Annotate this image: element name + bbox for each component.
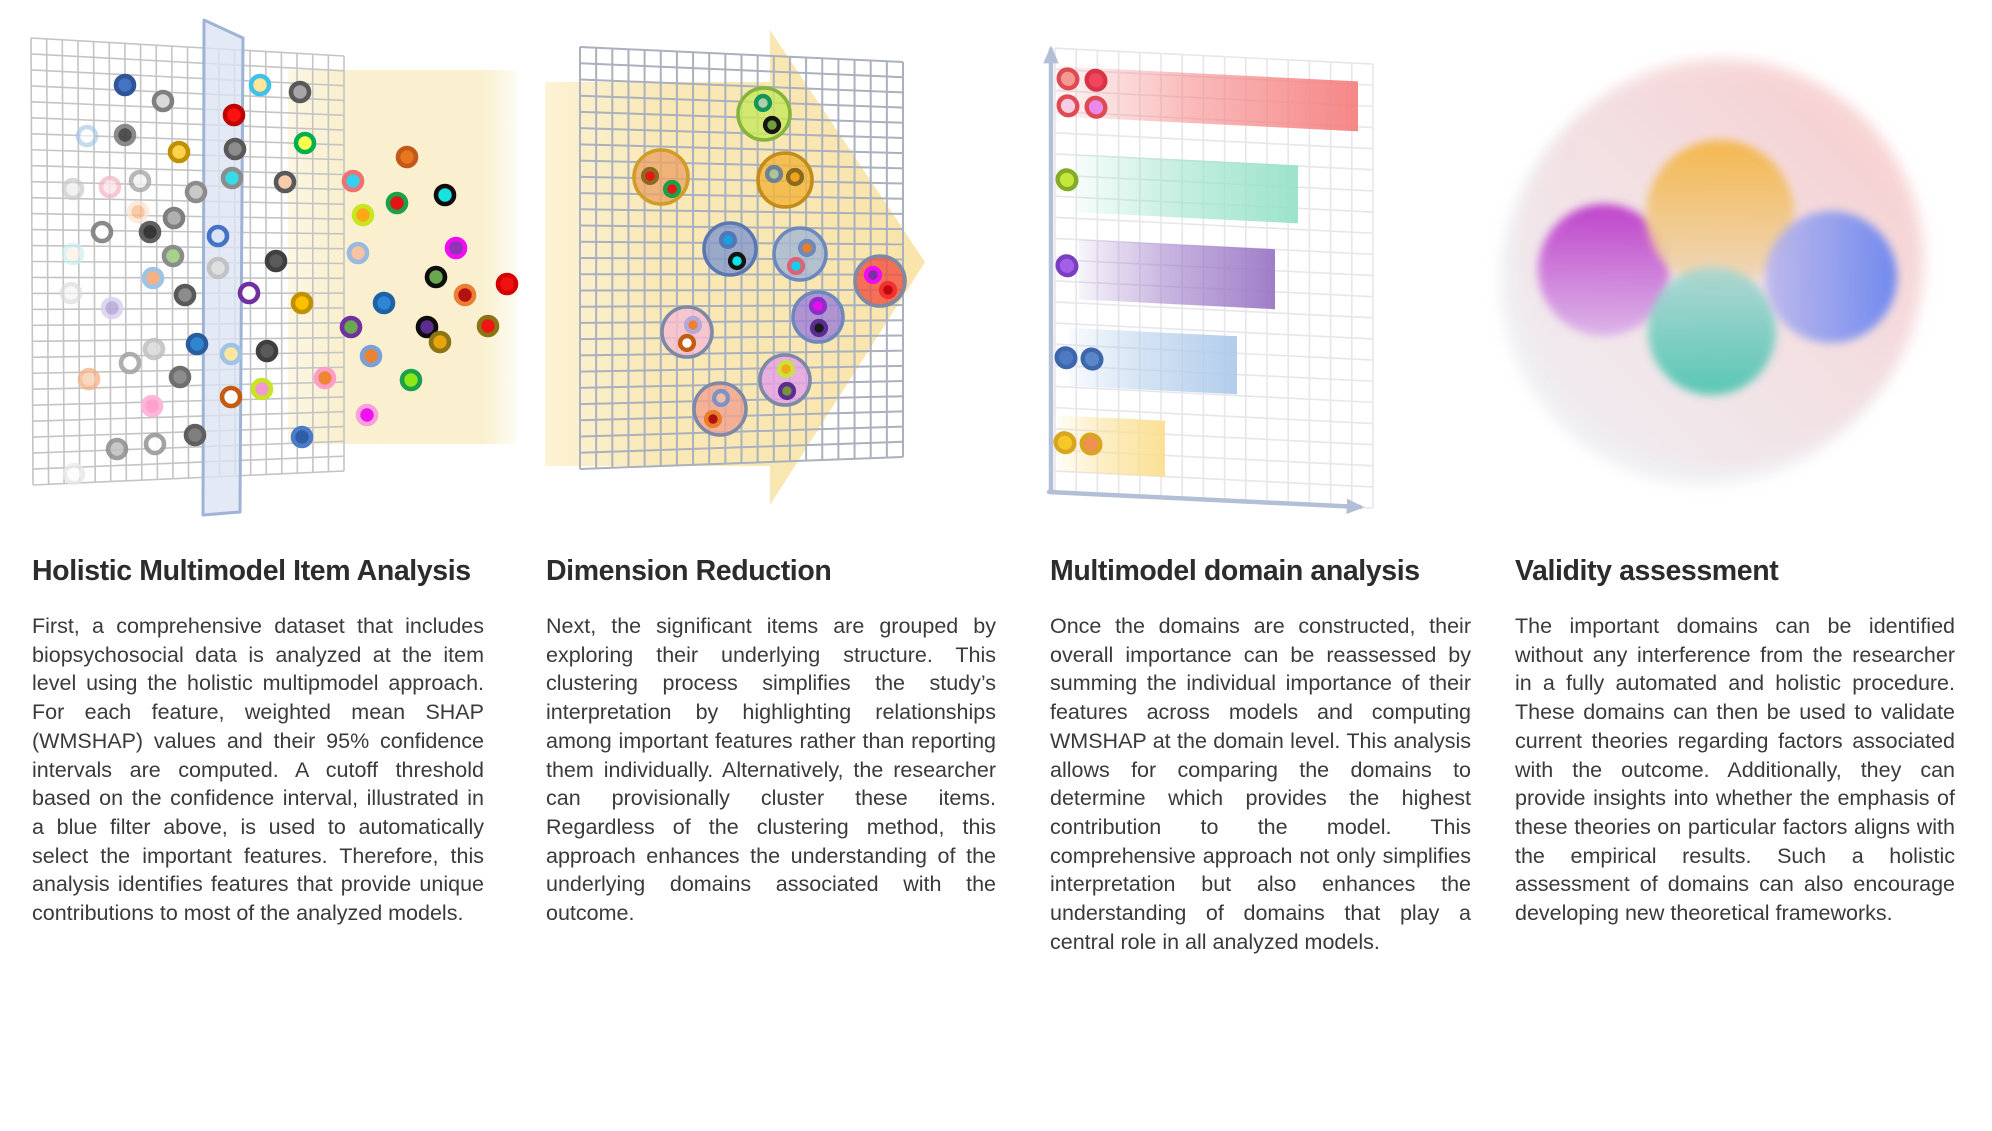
item-dot — [222, 345, 240, 363]
item-dot — [436, 186, 454, 204]
cluster-item-dot — [789, 259, 803, 273]
item-dot — [164, 247, 182, 265]
item-dot — [101, 178, 119, 196]
item-cluster — [704, 223, 756, 275]
item-dot — [165, 209, 183, 227]
panel-item-analysis — [32, 552, 484, 928]
item-dot — [64, 245, 82, 263]
panel-heading: Multimodel domain analysis — [1050, 555, 1420, 587]
panel-body: Once the domains are constructed, their overall importance can be reassessed by summing the individual importance of their features across models and computing WMSHAP at the domain level. This analysis allows for comparing the domains to determine which provides the highest contribution to the model. This comprehensive approach not only simplifies interpretation but also enhances the understanding of domains that play a central role in all analyzed models. — [1050, 614, 1471, 954]
item-dot — [144, 269, 162, 287]
item-dot — [64, 180, 82, 198]
item-dot — [78, 127, 96, 145]
domain-item-dot — [1057, 348, 1076, 368]
domain-item-dot — [1083, 349, 1102, 369]
panel-body: First, a comprehensive dataset that includes biopsychosocial data is analyzed at the item level using the holistic multipmodel approach. For each feature, weighted mean SHAP (WMSHAP) values and their 95% confidence intervals are computed. A cutoff threshold based on the confidence interval, illustrated in a blue filter above, is used to automatically select the important features. Therefore, this analysis identifies features that provide unique contributions to most of the analyzed models. — [32, 614, 484, 926]
cluster-item-dot — [765, 118, 779, 132]
panel-heading: Holistic Multimodel Item Analysis — [32, 555, 471, 587]
cluster-item-dot — [767, 167, 781, 181]
blue-domain-circle — [1765, 211, 1897, 343]
item-dot — [222, 388, 240, 406]
item-dot — [342, 318, 360, 336]
cluster-item-dot — [706, 412, 720, 426]
item-cluster — [758, 153, 812, 207]
cluster-item-dot — [665, 182, 679, 196]
item-cluster — [662, 307, 712, 357]
cluster-item-dot — [721, 233, 735, 247]
panel-domain-analysis — [1050, 552, 1471, 956]
panel-heading: Dimension Reduction — [546, 555, 832, 587]
item-cluster — [774, 228, 826, 280]
cluster-item-dot — [714, 391, 728, 405]
item-dot — [498, 275, 516, 293]
panel-dimension-reduction — [546, 552, 996, 928]
item-dot — [143, 397, 161, 415]
item-cluster — [760, 355, 810, 405]
dimension-reduction-graphic — [545, 30, 925, 505]
x-axis — [1049, 492, 1360, 507]
domain-item-dot — [1087, 70, 1106, 90]
item-dot — [388, 194, 406, 212]
item-dot — [171, 368, 189, 386]
item-dot — [129, 203, 147, 221]
item-dot — [316, 369, 334, 387]
teal-domain-circle — [1648, 267, 1776, 395]
item-analysis-graphic — [31, 20, 517, 515]
item-dot — [80, 370, 98, 388]
cluster-item-dot — [643, 169, 657, 183]
item-dot — [267, 252, 285, 270]
domain-item-dot — [1059, 96, 1078, 116]
item-dot — [362, 347, 380, 365]
item-dot — [398, 148, 416, 166]
item-dot — [427, 268, 445, 286]
panel-validity-assessment — [1515, 552, 1955, 928]
item-dot — [103, 299, 121, 317]
item-dot — [93, 223, 111, 241]
cluster-item-dot — [881, 283, 895, 297]
validity-venn — [1500, 59, 1924, 485]
cluster-item-dot — [800, 241, 814, 255]
item-dot — [108, 440, 126, 458]
cluster-circle — [758, 153, 812, 207]
cluster-item-dot — [756, 96, 770, 110]
item-dot — [456, 286, 474, 304]
item-dot — [293, 428, 311, 446]
cluster-item-dot — [812, 321, 826, 335]
item-dot — [121, 354, 139, 372]
item-dot — [116, 126, 134, 144]
item-dot — [240, 284, 258, 302]
item-dot — [296, 134, 314, 152]
item-dot — [291, 83, 309, 101]
item-dot — [354, 206, 372, 224]
item-cluster — [694, 383, 746, 435]
cluster-item-dot — [680, 336, 694, 350]
cluster-circle — [855, 256, 905, 306]
domain-bar — [1076, 154, 1298, 223]
panel-body: The important domains can be identified without any interference from the researcher in a fully automated and holistic procedure. These domains can then be used to validate current theories regarding factors associated with the outcome. Additionally, they can provide insights into whether the emphasis of these theories on particular factors aligns with the empirical results. Such a holistic assessment of domains can also encourage developing new theoretical frameworks. — [1515, 614, 1955, 926]
item-dot — [225, 106, 243, 124]
item-dot — [223, 169, 241, 187]
item-dot — [251, 76, 269, 94]
item-dot — [131, 172, 149, 190]
item-dot — [209, 227, 227, 245]
domain-item-dot — [1059, 69, 1078, 89]
item-dot — [253, 380, 271, 398]
item-dot — [226, 140, 244, 158]
item-dot — [293, 294, 311, 312]
panel-heading: Validity assessment — [1515, 555, 1779, 587]
item-dot — [65, 465, 83, 483]
item-dot — [145, 340, 163, 358]
cluster-item-dot — [788, 170, 802, 184]
item-cluster — [634, 150, 688, 204]
cluster-circle — [704, 223, 756, 275]
cluster-item-dot — [811, 299, 825, 313]
cluster-item-dot — [686, 318, 700, 332]
domain-item-dot — [1082, 434, 1101, 454]
domain-item-dot — [1058, 256, 1077, 276]
item-cluster — [738, 88, 790, 140]
item-dot — [258, 342, 276, 360]
item-dot — [349, 244, 367, 262]
cluster-item-dot — [730, 254, 744, 268]
item-dot — [146, 435, 164, 453]
item-dot — [186, 426, 204, 444]
domain-bar — [1079, 239, 1275, 309]
item-dot — [358, 406, 376, 424]
item-dot — [479, 317, 497, 335]
cluster-item-dot — [866, 268, 880, 282]
domain-item-dot — [1056, 433, 1075, 453]
item-dot — [447, 239, 465, 257]
item-dot — [187, 183, 205, 201]
item-dot — [209, 259, 227, 277]
item-dot — [154, 92, 172, 110]
cluster-item-dot — [780, 384, 794, 398]
domain-item-dot — [1058, 170, 1077, 190]
item-dot — [170, 143, 188, 161]
item-dot — [276, 173, 294, 191]
item-dot — [176, 286, 194, 304]
item-cluster — [855, 256, 905, 306]
item-dot — [141, 223, 159, 241]
domain-item-dot — [1087, 97, 1106, 117]
domain-bar-chart — [1049, 48, 1373, 508]
cluster-item-dot — [779, 362, 793, 376]
item-dot — [402, 371, 420, 389]
item-dot — [62, 284, 80, 302]
item-dot — [188, 335, 206, 353]
panel-body: Next, the significant items are grouped by exploring their underlying structure. This clustering process simplifies the study’s interpretation by highlighting relationships among important features rather than reporting them individually. Alternatively, the researcher can provisionally cluster these items. Regardless of the clustering method, this approach enhances the understanding of the underlying domains associated with the outcome. — [546, 614, 996, 926]
item-dot — [431, 333, 449, 351]
item-dot — [375, 294, 393, 312]
item-dot — [116, 76, 134, 94]
item-cluster — [793, 292, 843, 342]
item-dot — [344, 172, 362, 190]
